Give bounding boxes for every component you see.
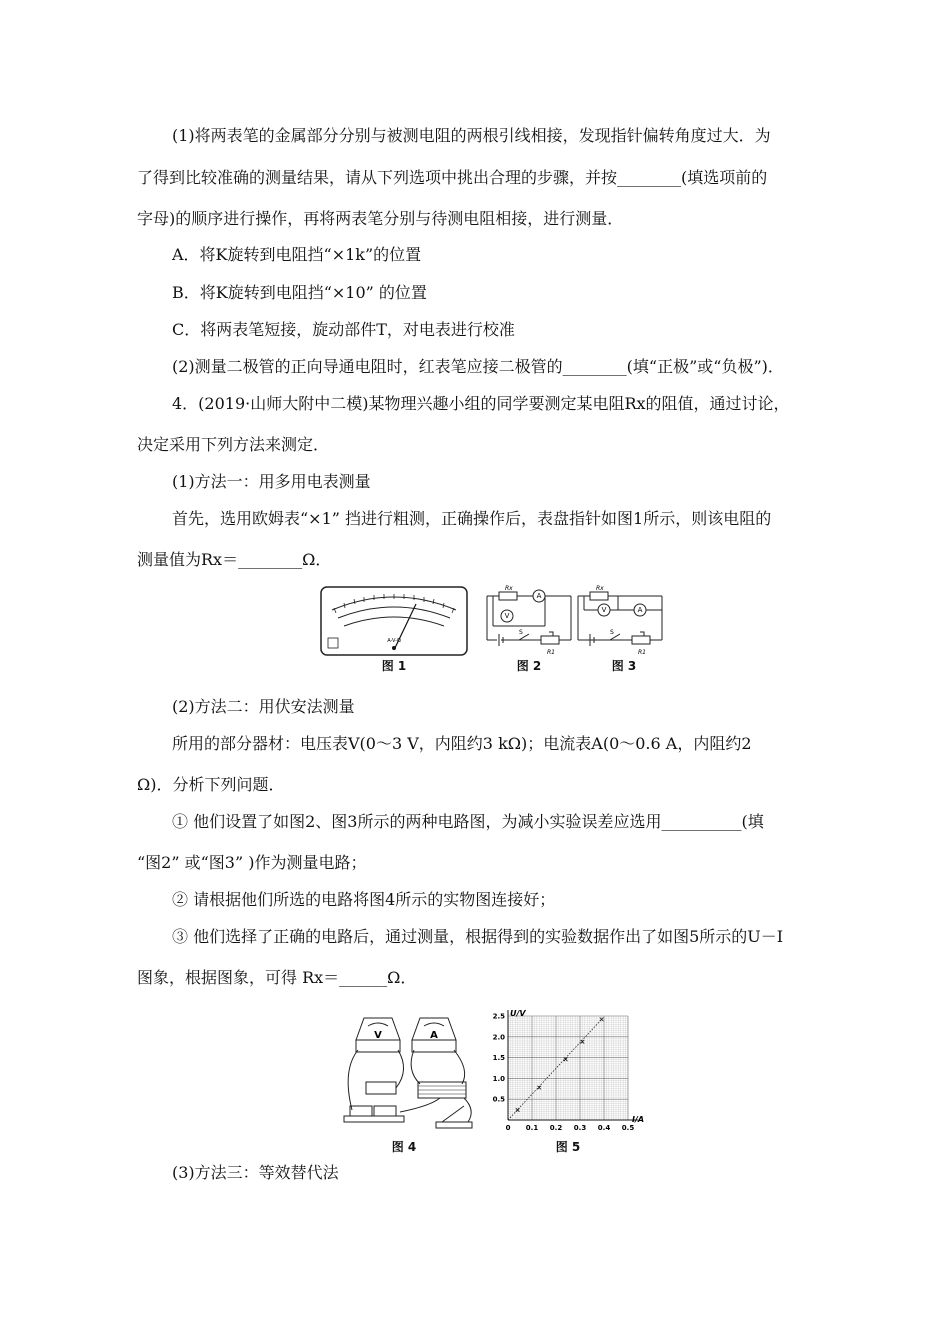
r1-label: R1	[638, 649, 646, 656]
figure-3-caption: 图 3	[611, 659, 637, 673]
figure-3-circuit	[574, 582, 666, 658]
x-tick-label: 0.4	[597, 1124, 611, 1132]
text-line: (2)方法二：用伏安法测量	[172, 697, 355, 716]
x-tick-label: 0.2	[549, 1124, 563, 1132]
text-line: 测量值为Rx＝________Ω．	[137, 550, 332, 569]
y-axis-label: U/V	[510, 1009, 526, 1018]
figure-2-caption: 图 2	[516, 659, 542, 673]
text-line: 字母)的顺序进行操作，再将两表笔分别与待测电阻相接，进行测量．	[137, 209, 624, 228]
text-line: Ω)．分析下列问题．	[137, 775, 285, 794]
option-c: C．将两表笔短接，旋动部件T，对电表进行校准	[172, 320, 515, 339]
figure-4-apparatus	[340, 1010, 480, 1138]
figure-4-caption: 图 4	[391, 1140, 417, 1154]
text-line: ① 他们设置了如图2、图3所示的两种电路图，为减小实验误差应选用__________(填	[172, 812, 764, 831]
ammeter-label: A	[637, 606, 643, 614]
text-line: “图2” 或“图3” )作为测量电路；	[137, 853, 367, 872]
question-4: 4．(2019·山师大附中二模)某物理兴趣小组的同学要测定某电阻Rx的阻值，通过讨论，	[172, 394, 790, 413]
option-b: B．将K旋转到电阻挡“×10” 的位置	[172, 283, 427, 302]
switch-label: S	[519, 629, 523, 636]
text-line: 首先，选用欧姆表“×1” 挡进行粗测，正确操作后，表盘指针如图1所示，则该电阻的	[172, 509, 772, 528]
figure-2-circuit	[483, 582, 575, 658]
voltmeter-label: V	[504, 612, 510, 620]
x-axis-label: I/A	[632, 1115, 645, 1124]
figure-1-meter	[320, 586, 468, 656]
chart-grid	[508, 1016, 628, 1120]
rx-label: Rx	[596, 585, 604, 592]
text-line: ② 请根据他们所选的电路将图4所示的实物图连接好；	[172, 890, 556, 909]
text-line: (2)测量二极管的正向导通电阻时，红表笔应接二极管的________(填“正极”或“负极”)．	[172, 357, 784, 376]
text-line: 了得到比较准确的测量结果，请从下列选项中挑出合理的步骤，并按________(填选项前的	[137, 168, 768, 187]
y-tick-label: 1.0	[492, 1074, 505, 1083]
x-tick-label: 0.1	[525, 1124, 539, 1132]
text-line: (3)方法三：等效替代法	[172, 1163, 339, 1182]
ammeter-label: A	[430, 1030, 438, 1041]
text-line: 决定采用下列方法来测定．	[137, 435, 330, 454]
fit-line	[508, 1019, 602, 1120]
y-tick-label: 1.5	[492, 1054, 505, 1063]
text-line: (1)方法一：用多用电表测量	[172, 472, 371, 491]
text-line: (1)将两表笔的金属部分分别与被测电阻的两根引线相接，发现指针偏转角度过大．为	[172, 126, 771, 145]
meter-scale-label: A-V-Ω	[387, 638, 401, 644]
x-tick-label: 0.3	[573, 1124, 587, 1132]
voltmeter-label: V	[374, 1030, 382, 1041]
voltmeter-label: V	[601, 606, 607, 614]
option-a: A．将K旋转到电阻挡“×1k”的位置	[172, 245, 422, 264]
rx-label: Rx	[505, 585, 513, 592]
r1-label: R1	[547, 649, 555, 656]
text-line: 图象，根据图象，可得 Rx＝______Ω．	[137, 968, 417, 987]
y-tick-label: 2.5	[492, 1012, 505, 1021]
y-tick-label: 2.0	[492, 1033, 505, 1042]
text-line: ③ 他们选择了正确的电路后，通过测量，根据得到的实验数据作出了如图5所示的U－I	[172, 927, 784, 946]
text-line: 所用的部分器材：电压表V(0～3 V，内阻约3 kΩ)；电流表A(0～0.6 A，内阻约2	[172, 734, 752, 753]
figure-1-caption: 图 1	[381, 659, 407, 673]
figure-5-chart	[488, 1008, 648, 1140]
y-tick-label: 0.5	[492, 1095, 505, 1104]
figure-5-caption: 图 5	[555, 1140, 581, 1154]
switch-label: S	[610, 629, 614, 636]
x-tick-label: 0.5	[621, 1124, 635, 1132]
x-tick-label: 0	[505, 1124, 511, 1132]
ammeter-label: A	[536, 592, 542, 600]
